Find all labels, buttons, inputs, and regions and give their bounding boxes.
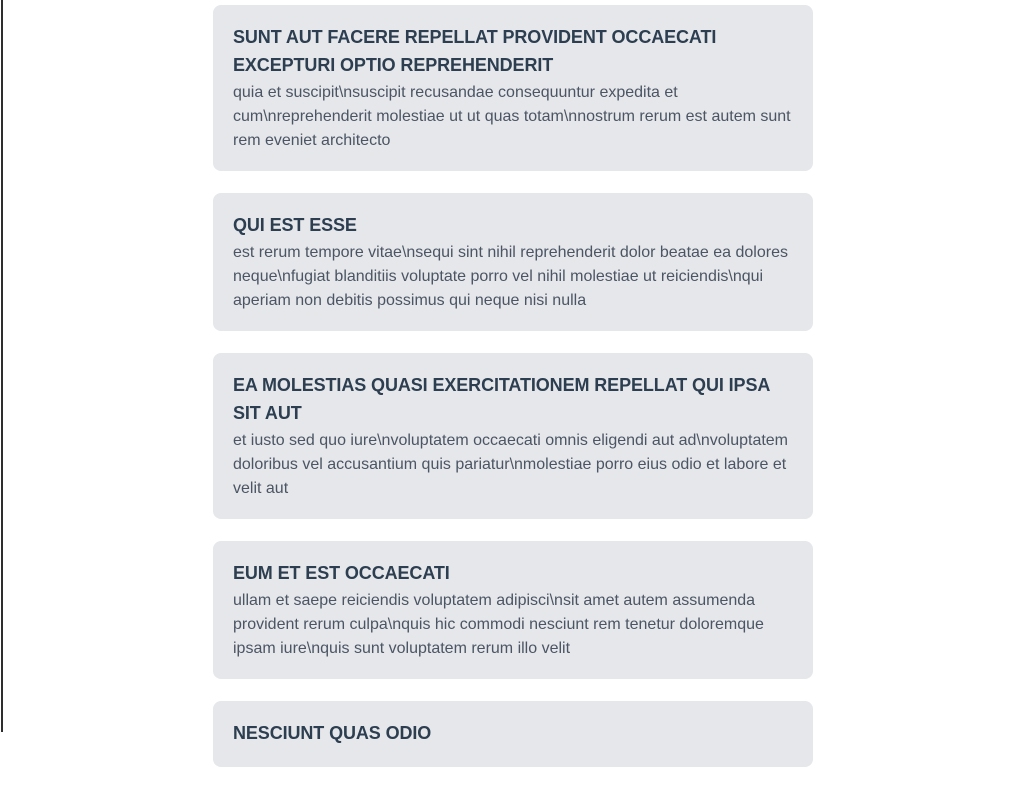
post-title: SUNT AUT FACERE REPELLAT PROVIDENT OCCAECATI EXCEPTURI OPTIO REPREHENDERIT: [233, 27, 717, 75]
post-card: [213, 5, 813, 171]
post-card: [213, 353, 813, 519]
post-title: NESCIUNT QUAS ODIO: [233, 723, 432, 743]
post-title: EA MOLESTIAS QUASI EXERCITATIONEM REPELLAT QUI IPSA SIT AUT: [233, 375, 770, 423]
post-card: [213, 701, 813, 767]
post-body: ullam et saepe reiciendis voluptatem adipisci\nsit amet autem assumenda provident rerum culpa\nquis hic commodi nesciunt rem tenetur doloremque ipsam iure\nquis sunt voluptatem rerum illo velit: [233, 592, 764, 657]
post-body: et iusto sed quo iure\nvoluptatem occaecati omnis eligendi aut ad\nvoluptatem doloribus vel accusantium quis pariatur\nmolestiae porro eius odio et labore et velit aut: [233, 432, 789, 497]
post-title: QUI EST ESSE: [233, 215, 357, 235]
posts-list: [213, 5, 813, 789]
post-body: quia et suscipit\nsuscipit recusandae consequuntur expedita et cum\nreprehenderit molestiae ut ut quas totam\nnostrum rerum est autem sunt rem eveniet architecto: [233, 84, 791, 149]
window-edge-line: [1, 0, 3, 732]
post-card: [213, 541, 813, 679]
post-card: [213, 193, 813, 331]
post-body: est rerum tempore vitae\nsequi sint nihil reprehenderit dolor beatae ea dolores neque\nfugiat blanditiis voluptate porro vel nihil molestiae ut reiciendis\nqui aperiam non debitis possimus qui neque nisi nulla: [233, 244, 788, 309]
post-title: EUM ET EST OCCAECATI: [233, 563, 450, 583]
